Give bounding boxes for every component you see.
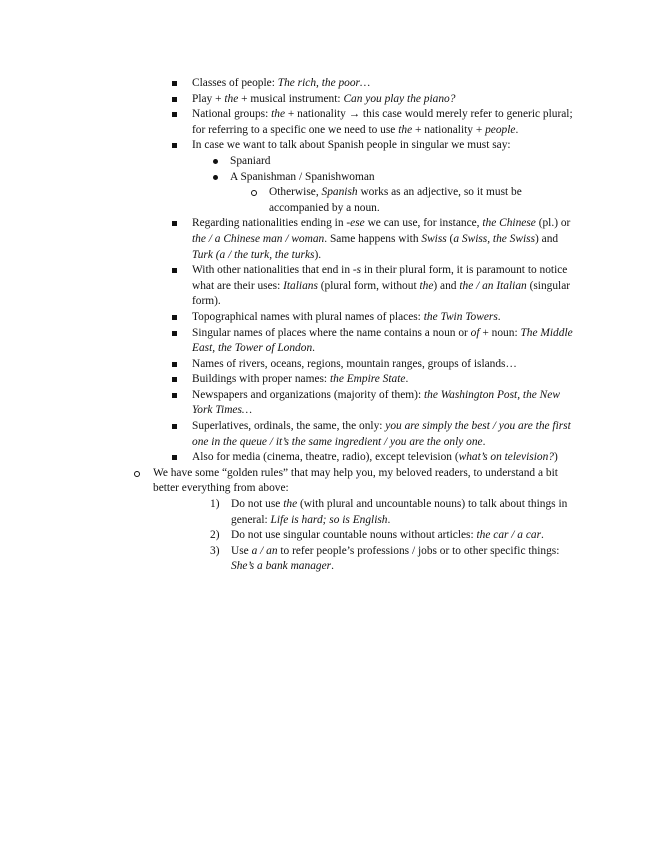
text-run: .: [312, 342, 316, 355]
example-text: The Middle East, the Tower of London: [192, 326, 573, 355]
square-bullet-icon: [172, 326, 177, 342]
example-text: Can you play the piano?: [343, 92, 456, 105]
item-text: [153, 467, 558, 495]
text-run: Spaniard: [230, 154, 271, 167]
example-text: a Swiss, the Swiss: [453, 232, 536, 245]
text-run: Do not use: [231, 498, 284, 511]
text-run: we can use, for instance,: [364, 217, 483, 230]
text-run: .: [515, 123, 519, 136]
text-run: ) and: [433, 279, 460, 292]
text-run: (with plural and uncountable nouns) to talk about things in general:: [231, 498, 568, 526]
square-bullet-icon: [172, 263, 177, 279]
text-run: Also for media (cinema, theatre, radio), except television (: [192, 451, 459, 464]
text-run: ): [553, 451, 558, 464]
text-run: (: [446, 232, 454, 245]
circle-bullet-icon: [251, 185, 257, 202]
item-text: [192, 373, 408, 385]
item-text: [231, 498, 567, 526]
list-item: [192, 216, 578, 263]
example-text: the Twin Towers: [423, 310, 498, 323]
text-run: Regarding nationalities ending in: [192, 217, 347, 230]
text-run: works as an adjective, so it must be accompanied by a noun.: [269, 186, 522, 214]
example-text: the: [419, 279, 434, 292]
list-item: [192, 107, 578, 138]
example-text: of: [470, 326, 480, 339]
example-text: the / a Chinese man / woman: [192, 232, 325, 245]
example-text: The rich, the poor…: [277, 77, 371, 89]
text-run: We have some “golden rules” that may help you, my beloved readers, to understand a bit better everything from above:: [153, 466, 558, 495]
item-text: [192, 420, 571, 448]
item-text: [192, 389, 560, 417]
numbered-rule-item: [210, 497, 578, 528]
text-run: Do not use singular countable nouns without articles:: [231, 529, 477, 542]
example-text: -s: [352, 264, 362, 277]
text-run: .: [387, 513, 391, 526]
item-text: [192, 327, 573, 355]
text-run: .: [331, 560, 334, 573]
item-text: [192, 93, 455, 105]
disc-bullet-icon: [213, 154, 218, 170]
text-run: Classes of people:: [192, 77, 278, 89]
item-text: [192, 217, 570, 260]
item-text: [192, 311, 501, 323]
item-text: [192, 108, 573, 136]
square-bullet-icon: [172, 372, 177, 388]
item-text: [231, 545, 559, 573]
example-text: the: [398, 123, 413, 136]
article-rules-list: [0, 76, 655, 575]
text-run: Singular names of places where the name contains a noun or: [192, 326, 471, 339]
text-run: Newspapers and organizations (majority of them):: [192, 388, 424, 401]
square-bullet-icon: [172, 450, 177, 466]
square-bullet-icon: [172, 357, 177, 373]
square-bullet-icon: [172, 419, 177, 435]
list-item: [192, 372, 578, 388]
example-text: Turk (a / the turk, the turks: [192, 248, 315, 261]
text-run: Use: [231, 544, 252, 557]
item-text: [269, 186, 522, 214]
list-item: [192, 138, 578, 154]
text-run: Superlatives, ordinals, the same, the only:: [192, 420, 386, 433]
text-run: With other nationalities that end in: [192, 264, 353, 277]
top-margin: [0, 0, 655, 76]
text-run: A Spanishman / Spanishwoman: [230, 170, 375, 183]
example-text: Italians: [283, 279, 318, 292]
list-item: [192, 92, 578, 108]
list-item: [192, 450, 578, 466]
numbered-rule-item: [210, 528, 578, 544]
square-bullet-icon: [172, 107, 177, 123]
text-run: Otherwise,: [269, 186, 322, 199]
list-number: 1): [210, 498, 220, 511]
text-run: (pl.) or: [535, 217, 571, 230]
list-item: [192, 310, 578, 326]
disc-bullet-icon: [213, 170, 218, 186]
text-run: Buildings with proper names:: [192, 373, 330, 386]
text-run: . Same happens with: [324, 232, 422, 245]
example-text: Life is hard; so is English: [270, 513, 388, 526]
square-bullet-icon: [172, 76, 177, 92]
list-item: [192, 388, 578, 419]
example-text: -ese: [346, 217, 365, 230]
list-number: 2): [210, 529, 220, 542]
list-item: [153, 466, 578, 497]
list-item: [192, 357, 578, 373]
text-run: ).: [314, 248, 322, 261]
text-run: Names of rivers, oceans, regions, mountain ranges, groups of islands…: [192, 357, 517, 370]
text-run: to refer people’s professions / jobs or to other specific things:: [277, 544, 560, 557]
example-text: the: [271, 108, 286, 121]
example-text: the car / a car: [476, 529, 542, 542]
circle-bullet-icon: [134, 466, 140, 483]
item-text: [230, 171, 375, 183]
text-run: In case we want to talk about Spanish people in singular we must say:: [192, 139, 511, 152]
text-run: + nationality +: [412, 123, 486, 136]
text-run: Topographical names with plural names of places:: [192, 310, 424, 323]
list-number: 3): [210, 544, 220, 557]
numbered-rule-item: [210, 544, 578, 575]
item-text: [192, 451, 558, 463]
square-bullet-icon: [172, 216, 177, 232]
example-text: the Empire State: [329, 373, 406, 386]
list-item: [269, 185, 569, 216]
list-item: [230, 170, 578, 186]
text-run: .: [482, 435, 486, 448]
text-run: ) and: [535, 232, 559, 245]
item-text: [231, 529, 544, 541]
example-text: a / an: [251, 544, 278, 557]
example-text: what’s on television?: [458, 451, 554, 464]
text-run: + noun:: [479, 326, 521, 339]
text-run: in their plural form, it is paramount to notice what are their uses:: [192, 264, 568, 292]
item-text: [192, 264, 570, 307]
example-text: you are simply the best / you are the first one in the queue / it’s the same ingredient / you are the only one: [192, 420, 571, 448]
example-text: the: [224, 92, 239, 105]
list-item: [192, 326, 578, 357]
list-item: [192, 419, 578, 450]
text-run: (plural form, without: [317, 279, 420, 292]
text-run: .: [497, 310, 501, 323]
item-text: [192, 77, 370, 89]
text-run: Play +: [192, 92, 225, 105]
example-text: Spanish: [321, 186, 358, 199]
example-text: the Chinese: [482, 217, 536, 230]
item-text: [192, 358, 517, 370]
text-run: National groups:: [192, 108, 272, 121]
example-text: the Washington Post, the New York Times…: [192, 388, 560, 417]
square-bullet-icon: [172, 388, 177, 404]
text-run: .: [541, 529, 544, 542]
example-text: Swiss: [421, 232, 447, 245]
list-item: [192, 76, 578, 92]
text-run: .: [405, 373, 409, 386]
square-bullet-icon: [172, 310, 177, 326]
item-text: [230, 155, 271, 167]
text-run: + musical instrument:: [238, 92, 344, 105]
example-text: the: [283, 498, 298, 511]
text-run: (singular form).: [192, 279, 571, 308]
example-text: She’s a bank manager: [231, 560, 332, 573]
example-text: people: [485, 123, 516, 136]
list-item: [192, 263, 578, 310]
item-text: [192, 139, 511, 151]
square-bullet-icon: [172, 92, 177, 108]
text-run: + nationality → this case would merely refer to generic plural; for referring to a specific one we need to use: [192, 108, 573, 136]
example-text: the / an Italian: [459, 279, 527, 292]
list-item: [230, 154, 578, 170]
square-bullet-icon: [172, 138, 177, 154]
